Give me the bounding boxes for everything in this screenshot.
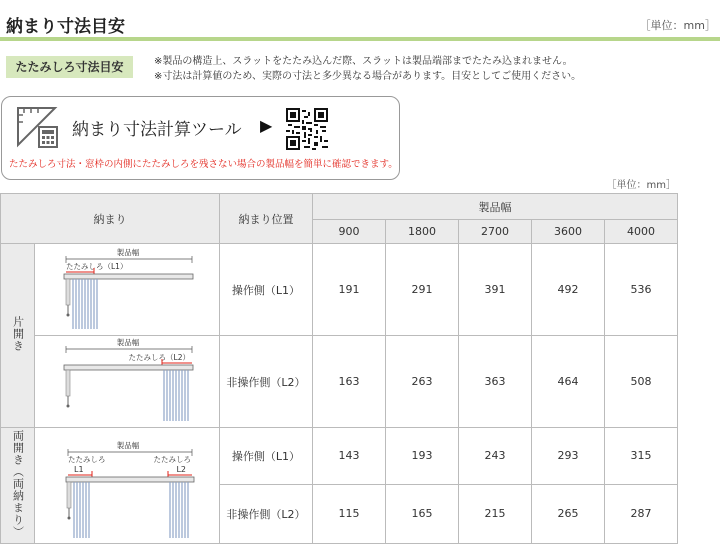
value-cell: 263 <box>386 336 459 428</box>
tool-title[interactable]: 納まり寸法計算ツール <box>72 120 242 140</box>
value-cell: 163 <box>313 336 386 428</box>
value-cell: 243 <box>459 428 532 485</box>
svg-text:製品幅: 製品幅 <box>116 441 139 450</box>
value-cell: 191 <box>313 244 386 336</box>
note-line: ※製品の構造上、スラットをたたみ込んだ際、スラットは製品端部までたたみ込まれません。 <box>154 56 573 67</box>
header-fit: 納まり <box>1 194 220 244</box>
single-l2-diagram <box>36 336 219 424</box>
notes <box>154 54 581 84</box>
width-header: 900 <box>313 220 386 244</box>
width-header: 4000 <box>605 220 678 244</box>
svg-text:製品幅: 製品幅 <box>116 338 139 347</box>
group-label-double: 両開き（両納まり） <box>1 428 35 544</box>
unit-label-table: ［単位：mm］ <box>606 180 676 191</box>
value-cell: 165 <box>386 484 459 543</box>
position-cell: 操作側（L1） <box>220 428 313 485</box>
figure-single-l1 <box>35 244 220 336</box>
value-cell: 315 <box>605 428 678 485</box>
value-cell: 115 <box>313 484 386 543</box>
figure-double <box>35 428 220 544</box>
fig-label-l1-short: L1 <box>73 465 84 474</box>
figure-single-l2 <box>35 336 220 428</box>
single-l1-diagram <box>36 244 219 332</box>
qr-code-icon <box>286 108 328 150</box>
group-label-single: 片開き <box>1 244 35 428</box>
position-cell: 操作側（L1） <box>220 244 313 336</box>
header-width: 製品幅 <box>313 194 678 220</box>
fig-label-width: 製品幅 <box>116 248 139 257</box>
double-diagram <box>36 428 219 540</box>
position-cell: 非操作側（L2） <box>220 484 313 543</box>
fig-label-tatamishiro: たたみしろ <box>67 455 105 464</box>
fig-label-l2: たたみしろ（L2） <box>128 353 190 362</box>
play-arrow-icon[interactable]: ▶ <box>260 116 273 135</box>
value-cell: 363 <box>459 336 532 428</box>
fig-label-l2-short: L2 <box>175 465 186 474</box>
dimension-table <box>0 193 678 544</box>
position-cell: 非操作側（L2） <box>220 336 313 428</box>
unit-label-top: ［単位：mm］ <box>639 19 716 32</box>
value-cell: 492 <box>532 244 605 336</box>
value-cell: 265 <box>532 484 605 543</box>
value-cell: 291 <box>386 244 459 336</box>
value-cell: 293 <box>532 428 605 485</box>
width-header: 2700 <box>459 220 532 244</box>
value-cell: 391 <box>459 244 532 336</box>
tool-description: たたみしろ寸法・窓枠の内側にたたみしろを残さない場合の製品幅を簡単に確認できます。 <box>9 159 398 170</box>
width-header: 1800 <box>386 220 459 244</box>
value-cell: 464 <box>532 336 605 428</box>
calc-tool-banner[interactable] <box>1 96 400 180</box>
value-cell: 193 <box>386 428 459 485</box>
calculator-ruler-icon <box>15 105 61 149</box>
note-line: ※寸法は計算値のため、実際の寸法と多少異なる場合があります。目安としてご使用ください。 <box>154 71 582 82</box>
title-underline <box>0 37 720 41</box>
value-cell: 215 <box>459 484 532 543</box>
fig-label-tatamishiro: たたみしろ <box>153 455 191 464</box>
value-cell: 508 <box>605 336 678 428</box>
section-badge: たたみしろ寸法目安 <box>6 56 133 78</box>
width-header: 3600 <box>532 220 605 244</box>
value-cell: 287 <box>605 484 678 543</box>
header-position: 納まり位置 <box>220 194 313 244</box>
value-cell: 143 <box>313 428 386 485</box>
table-row <box>1 244 678 336</box>
page-title: 納まり寸法目安 <box>6 17 125 37</box>
value-cell: 536 <box>605 244 678 336</box>
table-row <box>1 428 678 485</box>
table-row <box>1 336 678 428</box>
fig-label-l1: たたみしろ（L1） <box>65 262 127 271</box>
